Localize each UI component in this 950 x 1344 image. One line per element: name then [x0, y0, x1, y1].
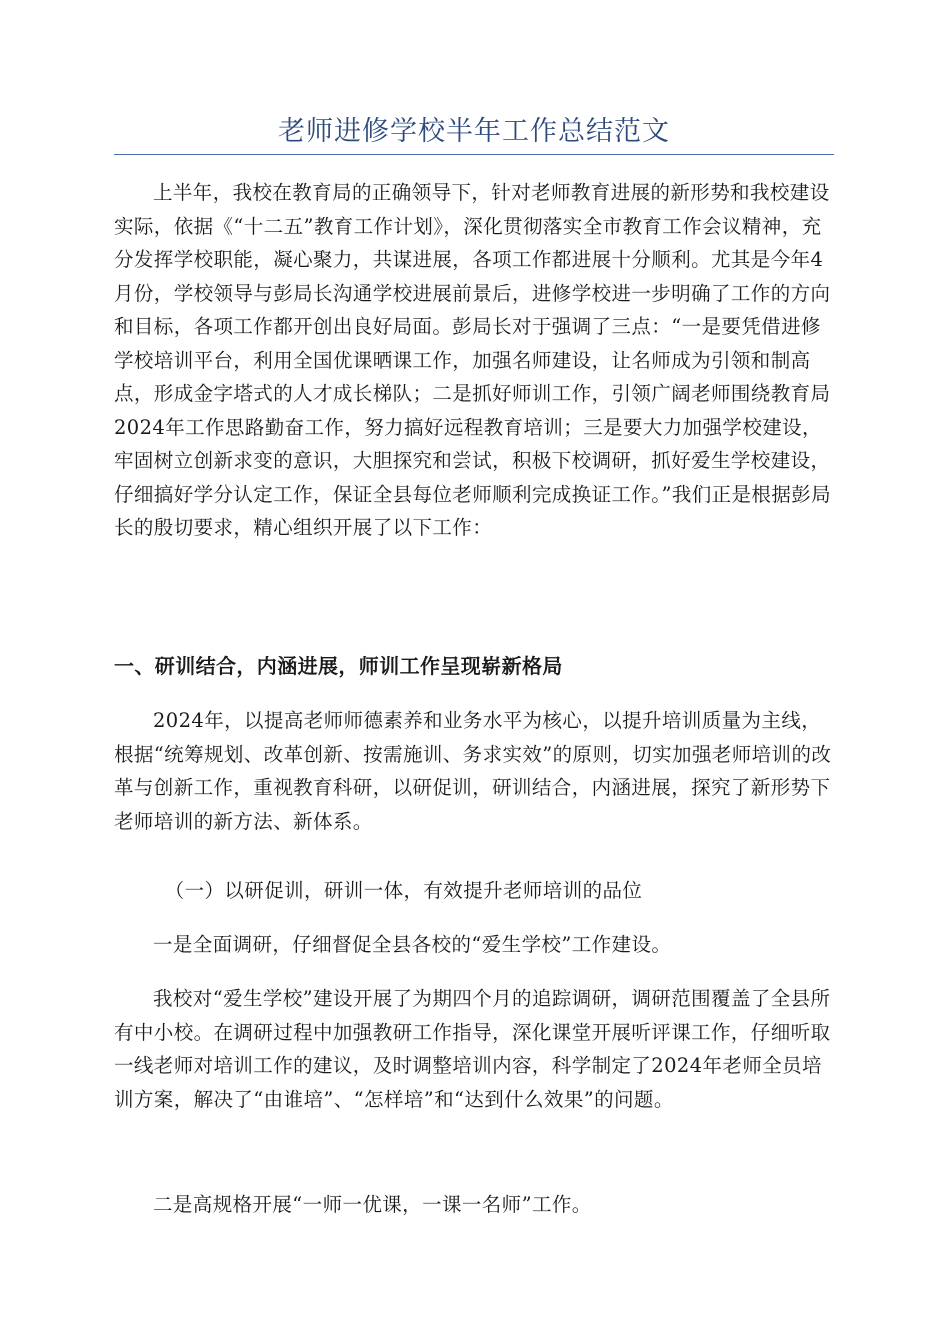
paragraph-section-1: 2024年，以提高老师师德素养和业务水平为核心，以提升培训质量为主线，根据“统筹规划、改革创新、按需施训、务求实效”的原则，切实加强老师培训的改革与创新工作，重视教育科研，以研促训，研训结合，内涵进展，探究了新形势下老师培训的新方法、新体系。 — [114, 709, 832, 833]
title-underline — [114, 154, 834, 155]
paragraph-intro: 上半年，我校在教育局的正确领导下，针对老师教育进展的新形势和我校建设实际，依据《“十二五”教育工作计划》，深化贯彻落实全市教育工作会议精神，充分发挥学校职能，凝心聚力，共谋进展，各项工作都进展十分顺利。尤其是今年4月份，学校领导与彭局长沟通学校进展前景后，进修学校进一步明确了工作的方向和目标，各项工作都开创出良好局面。彭局长对于强调了三点：“一是要凭借进修学校培训平台，利用全国优课晒课工作，加强名师建设，让名师成为引领和制高点，形成金字塔式的人才成长梯队；二是抓好师训工作，引领广阔老师围绕教育局2024年工作思路勤奋工作，努力搞好远程教育培训；三是要大力加强学校建设，牢固树立创新求变的意识，大胆探究和尝试，积极下校调研，抓好爱生学校建设，仔细搞好学分认定工作，保证全县每位老师顺利完成换证工作。”我们正是根据彭局长的殷切要求，精心组织开展了以下工作： — [114, 181, 832, 539]
subsection-heading-1: （一）以研促训，研训一体，有效提升老师培训的品位 — [164, 879, 643, 902]
paragraph-point-2: 二是高规格开展“一师一优课，一课一名师”工作。 — [153, 1193, 592, 1216]
section-heading-1: 一、研训结合，内涵进展，师训工作呈现崭新格局 — [114, 654, 563, 678]
paragraph-point-1: 一是全面调研，仔细督促全县各校的“爱生学校”工作建设。 — [153, 933, 672, 956]
paragraph-survey: 我校对“爱生学校”建设开展了为期四个月的追踪调研，调研范围覆盖了全县所有中小校。在调研过程中加强教研工作指导，深化课堂开展听评课工作，仔细听取一线老师对培训工作的建议，及时调整培训内容，科学制定了2024年老师全员培训方案，解决了“由谁培”、“怎样培”和“达到什么效果”的问题。 — [114, 987, 831, 1111]
document-title: 老师进修学校半年工作总结范文 — [278, 116, 670, 147]
